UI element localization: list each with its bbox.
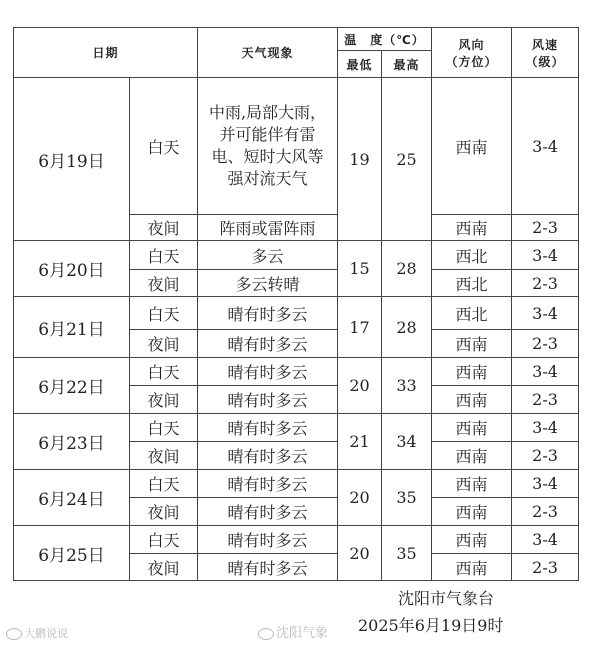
date-cell: 6月21日 xyxy=(14,297,130,358)
date-cell: 6月20日 xyxy=(14,241,130,297)
period-cell: 白天 xyxy=(130,414,198,442)
temp-high-cell: 35 xyxy=(382,526,432,581)
period-cell: 夜间 xyxy=(130,442,198,470)
temp-high-cell: 28 xyxy=(382,241,432,297)
phenomenon-cell: 中雨,局部大雨，并可能伴有雷电、短时大风等强对流天气 xyxy=(198,78,338,215)
wind-speed-cell: 2-3 xyxy=(512,270,579,297)
phenomenon-cell: 晴有时多云 xyxy=(198,526,338,554)
header-date: 日期 xyxy=(14,28,198,78)
watermark-left xyxy=(6,625,68,641)
table-row xyxy=(14,78,579,215)
phenomenon-cell: 晴有时多云 xyxy=(198,358,338,386)
period-cell: 夜间 xyxy=(130,498,198,526)
wind-speed-cell: 3-4 xyxy=(512,241,579,270)
date-cell: 6月24日 xyxy=(14,470,130,526)
phenomenon-cell: 多云 xyxy=(198,241,338,270)
period-cell: 白天 xyxy=(130,78,198,215)
wind-speed-cell: 2-3 xyxy=(512,386,579,414)
period-cell: 白天 xyxy=(130,358,198,386)
wind-direction-cell: 西北 xyxy=(432,270,512,297)
temp-low-cell: 15 xyxy=(338,241,382,297)
phenomenon-cell: 晴有时多云 xyxy=(198,442,338,470)
phenomenon-cell: 晴有时多云 xyxy=(198,297,338,330)
wind-speed-cell: 3-4 xyxy=(512,526,579,554)
temp-low-cell: 19 xyxy=(338,78,382,241)
wind-direction-cell: 西北 xyxy=(432,297,512,330)
header-temperature: 温 度（℃） xyxy=(338,28,432,51)
date-cell: 6月23日 xyxy=(14,414,130,470)
wind-direction-cell: 西南 xyxy=(432,386,512,414)
phenomenon-cell: 多云转晴 xyxy=(198,270,338,297)
wind-direction-cell: 西南 xyxy=(432,78,512,215)
temp-high-cell: 25 xyxy=(382,78,432,241)
wind-speed-cell: 2-3 xyxy=(512,330,579,358)
wind-direction-cell: 西南 xyxy=(432,498,512,526)
phenomenon-cell: 晴有时多云 xyxy=(198,554,338,581)
wind-speed-cell: 2-3 xyxy=(512,554,579,581)
period-cell: 夜间 xyxy=(130,330,198,358)
wind-direction-cell: 西南 xyxy=(432,526,512,554)
table-row xyxy=(14,241,579,270)
wind-speed-cell: 3-4 xyxy=(512,78,579,215)
table-row xyxy=(14,297,579,330)
phenomenon-cell: 晴有时多云 xyxy=(198,498,338,526)
header-wind-direction-label: 风向 xyxy=(458,37,485,52)
temp-low-cell: 20 xyxy=(338,358,382,414)
date-cell: 6月22日 xyxy=(14,358,130,414)
period-cell: 夜间 xyxy=(130,270,198,297)
period-cell: 夜间 xyxy=(130,386,198,414)
header-wind-speed xyxy=(512,28,579,78)
period-cell: 白天 xyxy=(130,526,198,554)
wind-speed-cell: 2-3 xyxy=(512,442,579,470)
period-cell: 夜间 xyxy=(130,554,198,581)
table-row xyxy=(14,414,579,442)
temp-low-cell: 21 xyxy=(338,414,382,470)
wind-direction-cell: 西南 xyxy=(432,442,512,470)
wind-speed-cell: 3-4 xyxy=(512,470,579,498)
watermark-right xyxy=(258,622,328,641)
period-cell: 白天 xyxy=(130,297,198,330)
temp-high-cell: 33 xyxy=(382,358,432,414)
wind-direction-cell: 西南 xyxy=(432,215,512,241)
wind-speed-cell: 3-4 xyxy=(512,414,579,442)
issue-time-text: 2025年6月19日9时 xyxy=(358,616,504,635)
temp-high-cell: 34 xyxy=(382,414,432,470)
header-wind-direction xyxy=(432,28,512,78)
wind-direction-cell: 西南 xyxy=(432,330,512,358)
phenomenon-cell: 晴有时多云 xyxy=(198,414,338,442)
header-temp-high: 最高 xyxy=(382,51,432,78)
wind-speed-cell: 3-4 xyxy=(512,358,579,386)
temp-low-cell: 20 xyxy=(338,470,382,526)
date-cell: 6月25日 xyxy=(14,526,130,581)
wind-direction-cell: 西北 xyxy=(432,241,512,270)
header-wind-speed-unit: （级） xyxy=(525,54,565,69)
period-cell: 夜间 xyxy=(130,215,198,241)
weibo-logo-icon xyxy=(6,628,22,640)
phenomenon-cell: 阵雨或雷阵雨 xyxy=(198,215,338,241)
watermark-left-text: 大鹏说说 xyxy=(24,627,68,640)
issuer-text: 沈阳市气象台 xyxy=(398,589,495,608)
wind-speed-cell: 3-4 xyxy=(512,297,579,330)
date-cell: 6月19日 xyxy=(14,78,130,241)
phenomenon-cell: 晴有时多云 xyxy=(198,330,338,358)
wind-direction-cell: 西南 xyxy=(432,554,512,581)
header-wind-direction-unit: （方位） xyxy=(445,54,498,69)
header-phenomenon: 天气现象 xyxy=(198,28,338,78)
period-cell: 白天 xyxy=(130,241,198,270)
wind-speed-cell: 2-3 xyxy=(512,215,579,241)
table-row xyxy=(14,526,579,554)
header-wind-speed-label: 风速 xyxy=(532,37,559,52)
forecast-table xyxy=(13,27,579,581)
temp-low-cell: 17 xyxy=(338,297,382,358)
phenomenon-cell: 晴有时多云 xyxy=(198,470,338,498)
table-row xyxy=(14,470,579,498)
temp-high-cell: 28 xyxy=(382,297,432,358)
wind-direction-cell: 西南 xyxy=(432,414,512,442)
watermark-right-text: 沈阳气象 xyxy=(276,626,329,641)
temp-high-cell: 35 xyxy=(382,470,432,526)
wind-direction-cell: 西南 xyxy=(432,470,512,498)
table-row xyxy=(14,358,579,386)
period-cell: 白天 xyxy=(130,470,198,498)
phenomenon-cell: 晴有时多云 xyxy=(198,386,338,414)
weibo-logo-icon xyxy=(258,628,274,640)
wind-direction-cell: 西南 xyxy=(432,358,512,386)
header-temp-low: 最低 xyxy=(338,51,382,78)
wind-speed-cell: 2-3 xyxy=(512,498,579,526)
temp-low-cell: 20 xyxy=(338,526,382,581)
